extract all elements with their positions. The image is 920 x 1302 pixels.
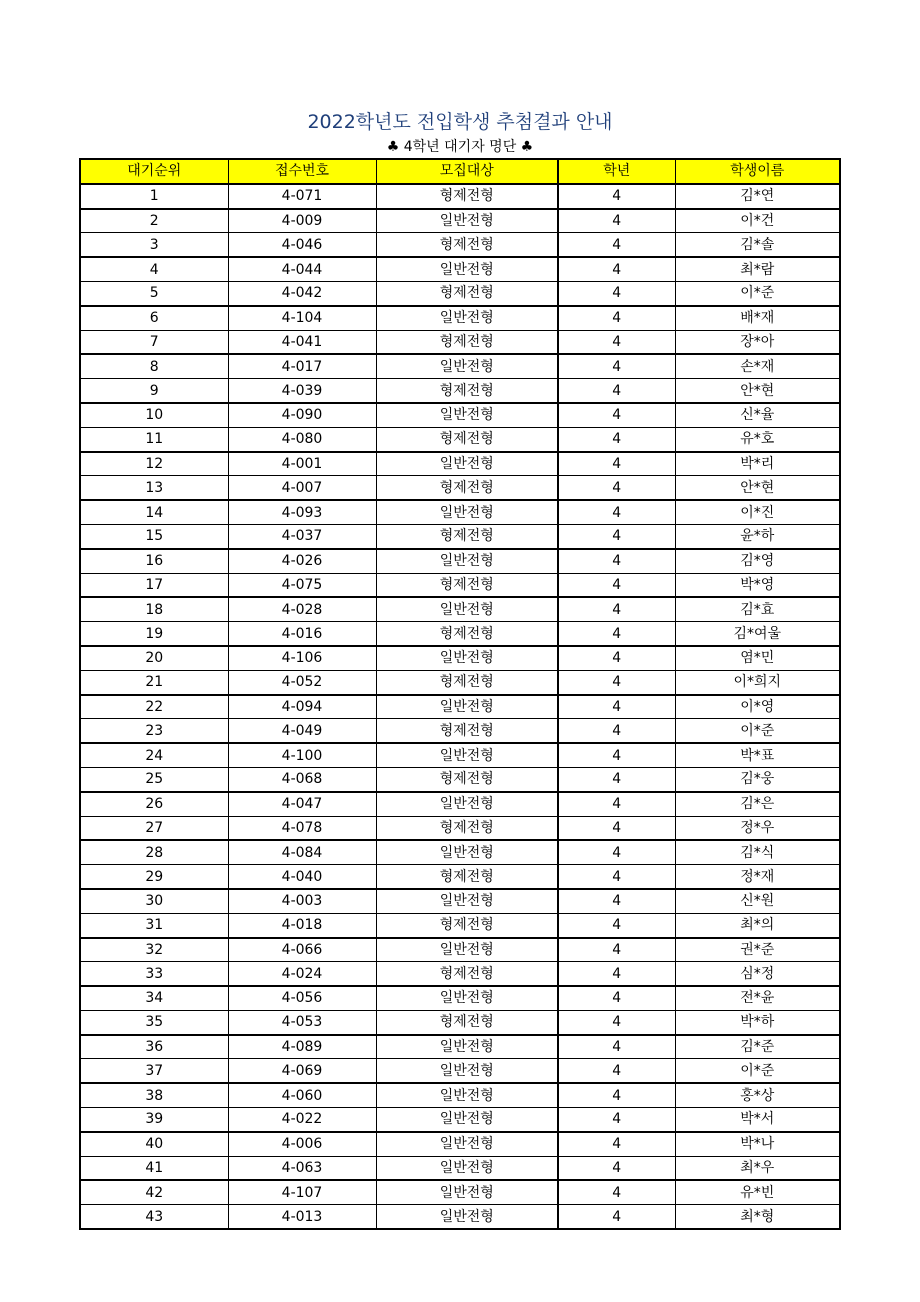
document-title: 2022학년도 전입학생 추첨결과 안내 [307, 111, 613, 133]
cell-grade: 4 [558, 1132, 675, 1156]
header-row [80, 159, 840, 184]
cell-receipt-number: 4-013 [228, 1205, 376, 1229]
cell-wait-rank: 19 [80, 622, 228, 646]
cell-grade: 4 [558, 1108, 675, 1132]
table-row [80, 597, 840, 621]
cell-recruit-type: 형제전형 [376, 622, 558, 646]
cell-wait-rank: 40 [80, 1132, 228, 1156]
cell-student-name: 박*표 [675, 743, 840, 767]
cell-wait-rank: 12 [80, 452, 228, 476]
cell-student-name: 최*의 [675, 913, 840, 937]
table-row [80, 354, 840, 378]
cell-wait-rank: 27 [80, 816, 228, 840]
cell-recruit-type: 형제전형 [376, 379, 558, 403]
table-row [80, 1132, 840, 1156]
cell-wait-rank: 15 [80, 524, 228, 548]
cell-student-name: 배*재 [675, 306, 840, 330]
cell-grade: 4 [558, 719, 675, 743]
table-row [80, 840, 840, 864]
table-row [80, 524, 840, 548]
cell-recruit-type: 일반전형 [376, 1156, 558, 1180]
cell-recruit-type: 일반전형 [376, 257, 558, 281]
cell-grade: 4 [558, 646, 675, 670]
cell-student-name: 정*재 [675, 865, 840, 889]
cell-grade: 4 [558, 306, 675, 330]
cell-recruit-type: 형제전형 [376, 962, 558, 986]
cell-wait-rank: 38 [80, 1083, 228, 1107]
table-row [80, 962, 840, 986]
column-header-grade: 학년 [558, 159, 675, 184]
table-header [80, 159, 840, 184]
table-row [80, 330, 840, 354]
cell-recruit-type: 형제전형 [376, 767, 558, 791]
cell-student-name: 최*우 [675, 1156, 840, 1180]
cell-recruit-type: 형제전형 [376, 233, 558, 257]
cell-student-name: 전*윤 [675, 986, 840, 1010]
table-row [80, 986, 840, 1010]
cell-student-name: 김*준 [675, 1035, 840, 1059]
cell-recruit-type: 형제전형 [376, 865, 558, 889]
cell-student-name: 장*아 [675, 330, 840, 354]
cell-receipt-number: 4-047 [228, 792, 376, 816]
cell-student-name: 안*현 [675, 379, 840, 403]
cell-grade: 4 [558, 184, 675, 209]
cell-student-name: 정*우 [675, 816, 840, 840]
cell-student-name: 김*효 [675, 597, 840, 621]
table-row [80, 1010, 840, 1034]
table-row [80, 476, 840, 500]
cell-wait-rank: 43 [80, 1205, 228, 1229]
cell-receipt-number: 4-106 [228, 646, 376, 670]
table-row [80, 938, 840, 962]
cell-receipt-number: 4-080 [228, 427, 376, 451]
cell-grade: 4 [558, 743, 675, 767]
cell-receipt-number: 4-049 [228, 719, 376, 743]
cell-student-name: 이*진 [675, 500, 840, 524]
cell-recruit-type: 일반전형 [376, 889, 558, 913]
table-body [80, 184, 840, 1229]
cell-student-name: 김*연 [675, 184, 840, 209]
cell-grade: 4 [558, 938, 675, 962]
cell-receipt-number: 4-009 [228, 209, 376, 233]
cell-student-name: 김*여울 [675, 622, 840, 646]
cell-student-name: 손*재 [675, 354, 840, 378]
table-row [80, 500, 840, 524]
cell-recruit-type: 일반전형 [376, 840, 558, 864]
cell-student-name: 김*은 [675, 792, 840, 816]
cell-grade: 4 [558, 257, 675, 281]
cell-grade: 4 [558, 330, 675, 354]
cell-receipt-number: 4-017 [228, 354, 376, 378]
cell-wait-rank: 26 [80, 792, 228, 816]
cell-wait-rank: 13 [80, 476, 228, 500]
cell-wait-rank: 1 [80, 184, 228, 209]
cell-grade: 4 [558, 403, 675, 427]
cell-wait-rank: 11 [80, 427, 228, 451]
cell-grade: 4 [558, 573, 675, 597]
cell-grade: 4 [558, 354, 675, 378]
cell-student-name: 심*정 [675, 962, 840, 986]
cell-student-name: 박*서 [675, 1108, 840, 1132]
table-row [80, 209, 840, 233]
cell-recruit-type: 형제전형 [376, 1010, 558, 1034]
cell-recruit-type: 형제전형 [376, 816, 558, 840]
cell-recruit-type: 일반전형 [376, 452, 558, 476]
cell-recruit-type: 일반전형 [376, 354, 558, 378]
cell-wait-rank: 24 [80, 743, 228, 767]
cell-student-name: 김*영 [675, 549, 840, 573]
cell-recruit-type: 일반전형 [376, 743, 558, 767]
cell-wait-rank: 33 [80, 962, 228, 986]
cell-student-name: 윤*하 [675, 524, 840, 548]
cell-grade: 4 [558, 1205, 675, 1229]
cell-student-name: 박*영 [675, 573, 840, 597]
cell-wait-rank: 31 [80, 913, 228, 937]
cell-wait-rank: 32 [80, 938, 228, 962]
cell-recruit-type: 일반전형 [376, 938, 558, 962]
cell-wait-rank: 2 [80, 209, 228, 233]
cell-grade: 4 [558, 524, 675, 548]
table-row [80, 1108, 840, 1132]
cell-grade: 4 [558, 1180, 675, 1204]
cell-wait-rank: 30 [80, 889, 228, 913]
column-header-receipt-number: 접수번호 [228, 159, 376, 184]
table-row [80, 549, 840, 573]
cell-grade: 4 [558, 695, 675, 719]
cell-receipt-number: 4-075 [228, 573, 376, 597]
table-row [80, 233, 840, 257]
cell-student-name: 이*준 [675, 1059, 840, 1083]
table-row [80, 403, 840, 427]
cell-grade: 4 [558, 792, 675, 816]
cell-student-name: 이*영 [675, 695, 840, 719]
cell-grade: 4 [558, 209, 675, 233]
cell-wait-rank: 4 [80, 257, 228, 281]
cell-receipt-number: 4-066 [228, 938, 376, 962]
table-row [80, 792, 840, 816]
table-row [80, 622, 840, 646]
cell-recruit-type: 형제전형 [376, 573, 558, 597]
cell-student-name: 권*준 [675, 938, 840, 962]
table-row [80, 1035, 840, 1059]
cell-wait-rank: 10 [80, 403, 228, 427]
cell-receipt-number: 4-104 [228, 306, 376, 330]
cell-recruit-type: 형제전형 [376, 184, 558, 209]
cell-grade: 4 [558, 622, 675, 646]
cell-grade: 4 [558, 427, 675, 451]
table-row [80, 1059, 840, 1083]
table-row [80, 719, 840, 743]
cell-receipt-number: 4-018 [228, 913, 376, 937]
cell-student-name: 최*형 [675, 1205, 840, 1229]
cell-recruit-type: 일반전형 [376, 1108, 558, 1132]
cell-receipt-number: 4-039 [228, 379, 376, 403]
cell-wait-rank: 8 [80, 354, 228, 378]
cell-grade: 4 [558, 452, 675, 476]
cell-recruit-type: 형제전형 [376, 281, 558, 305]
cell-grade: 4 [558, 962, 675, 986]
cell-receipt-number: 4-100 [228, 743, 376, 767]
cell-wait-rank: 28 [80, 840, 228, 864]
column-header-recruit-type: 모집대상 [376, 159, 558, 184]
cell-receipt-number: 4-041 [228, 330, 376, 354]
cell-recruit-type: 일반전형 [376, 1059, 558, 1083]
cell-receipt-number: 4-042 [228, 281, 376, 305]
cell-receipt-number: 4-063 [228, 1156, 376, 1180]
cell-grade: 4 [558, 840, 675, 864]
cell-wait-rank: 9 [80, 379, 228, 403]
table-row [80, 1083, 840, 1107]
cell-receipt-number: 4-037 [228, 524, 376, 548]
cell-wait-rank: 17 [80, 573, 228, 597]
table-row [80, 889, 840, 913]
table-row [80, 573, 840, 597]
cell-receipt-number: 4-060 [228, 1083, 376, 1107]
cell-recruit-type: 형제전형 [376, 670, 558, 694]
waitlist-table [79, 158, 841, 1230]
cell-student-name: 김*솔 [675, 233, 840, 257]
cell-wait-rank: 37 [80, 1059, 228, 1083]
table-row [80, 670, 840, 694]
table-row [80, 1180, 840, 1204]
cell-receipt-number: 4-090 [228, 403, 376, 427]
cell-recruit-type: 일반전형 [376, 1205, 558, 1229]
cell-recruit-type: 일반전형 [376, 695, 558, 719]
column-header-student-name: 학생이름 [675, 159, 840, 184]
cell-receipt-number: 4-007 [228, 476, 376, 500]
cell-student-name: 이*준 [675, 281, 840, 305]
cell-student-name: 최*람 [675, 257, 840, 281]
cell-receipt-number: 4-069 [228, 1059, 376, 1083]
cell-receipt-number: 4-003 [228, 889, 376, 913]
table-row [80, 767, 840, 791]
cell-student-name: 박*하 [675, 1010, 840, 1034]
cell-wait-rank: 29 [80, 865, 228, 889]
cell-receipt-number: 4-024 [228, 962, 376, 986]
cell-student-name: 신*원 [675, 889, 840, 913]
cell-receipt-number: 4-006 [228, 1132, 376, 1156]
cell-receipt-number: 4-053 [228, 1010, 376, 1034]
cell-wait-rank: 3 [80, 233, 228, 257]
cell-recruit-type: 일반전형 [376, 1083, 558, 1107]
table-row [80, 1205, 840, 1229]
cell-receipt-number: 4-071 [228, 184, 376, 209]
table-row [80, 452, 840, 476]
cell-receipt-number: 4-001 [228, 452, 376, 476]
cell-grade: 4 [558, 670, 675, 694]
cell-student-name: 유*빈 [675, 1180, 840, 1204]
cell-student-name: 김*웅 [675, 767, 840, 791]
cell-receipt-number: 4-028 [228, 597, 376, 621]
cell-receipt-number: 4-026 [228, 549, 376, 573]
cell-receipt-number: 4-093 [228, 500, 376, 524]
table-row [80, 281, 840, 305]
cell-wait-rank: 36 [80, 1035, 228, 1059]
cell-wait-rank: 6 [80, 306, 228, 330]
cell-wait-rank: 22 [80, 695, 228, 719]
cell-recruit-type: 일반전형 [376, 500, 558, 524]
cell-recruit-type: 형제전형 [376, 427, 558, 451]
cell-grade: 4 [558, 233, 675, 257]
table-row [80, 427, 840, 451]
cell-recruit-type: 일반전형 [376, 1132, 558, 1156]
cell-recruit-type: 일반전형 [376, 209, 558, 233]
cell-wait-rank: 5 [80, 281, 228, 305]
cell-grade: 4 [558, 549, 675, 573]
cell-recruit-type: 형제전형 [376, 476, 558, 500]
cell-receipt-number: 4-016 [228, 622, 376, 646]
cell-receipt-number: 4-056 [228, 986, 376, 1010]
cell-wait-rank: 23 [80, 719, 228, 743]
cell-grade: 4 [558, 913, 675, 937]
table-row [80, 1156, 840, 1180]
cell-grade: 4 [558, 889, 675, 913]
table-row [80, 257, 840, 281]
cell-receipt-number: 4-089 [228, 1035, 376, 1059]
cell-grade: 4 [558, 597, 675, 621]
cell-wait-rank: 42 [80, 1180, 228, 1204]
cell-receipt-number: 4-046 [228, 233, 376, 257]
cell-student-name: 박*나 [675, 1132, 840, 1156]
cell-student-name: 염*민 [675, 646, 840, 670]
cell-wait-rank: 34 [80, 986, 228, 1010]
cell-student-name: 신*율 [675, 403, 840, 427]
cell-student-name: 김*식 [675, 840, 840, 864]
cell-recruit-type: 일반전형 [376, 646, 558, 670]
cell-recruit-type: 일반전형 [376, 597, 558, 621]
cell-recruit-type: 형제전형 [376, 330, 558, 354]
cell-recruit-type: 일반전형 [376, 306, 558, 330]
cell-grade: 4 [558, 476, 675, 500]
cell-grade: 4 [558, 1010, 675, 1034]
cell-wait-rank: 39 [80, 1108, 228, 1132]
cell-receipt-number: 4-052 [228, 670, 376, 694]
cell-receipt-number: 4-078 [228, 816, 376, 840]
cell-wait-rank: 41 [80, 1156, 228, 1180]
cell-recruit-type: 일반전형 [376, 1035, 558, 1059]
table-row [80, 816, 840, 840]
cell-wait-rank: 20 [80, 646, 228, 670]
cell-grade: 4 [558, 1035, 675, 1059]
cell-wait-rank: 35 [80, 1010, 228, 1034]
table-row [80, 865, 840, 889]
cell-student-name: 박*리 [675, 452, 840, 476]
cell-receipt-number: 4-022 [228, 1108, 376, 1132]
cell-grade: 4 [558, 816, 675, 840]
cell-recruit-type: 일반전형 [376, 549, 558, 573]
cell-grade: 4 [558, 281, 675, 305]
cell-recruit-type: 일반전형 [376, 792, 558, 816]
cell-grade: 4 [558, 1083, 675, 1107]
cell-wait-rank: 16 [80, 549, 228, 573]
cell-grade: 4 [558, 1156, 675, 1180]
cell-recruit-type: 형제전형 [376, 913, 558, 937]
cell-wait-rank: 14 [80, 500, 228, 524]
table-row [80, 379, 840, 403]
cell-wait-rank: 18 [80, 597, 228, 621]
table-row [80, 306, 840, 330]
cell-student-name: 안*현 [675, 476, 840, 500]
table-row [80, 695, 840, 719]
cell-wait-rank: 7 [80, 330, 228, 354]
cell-recruit-type: 일반전형 [376, 403, 558, 427]
cell-grade: 4 [558, 500, 675, 524]
cell-grade: 4 [558, 865, 675, 889]
cell-wait-rank: 25 [80, 767, 228, 791]
column-header-wait-rank: 대기순위 [80, 159, 228, 184]
cell-student-name: 이*건 [675, 209, 840, 233]
cell-receipt-number: 4-068 [228, 767, 376, 791]
cell-student-name: 이*희지 [675, 670, 840, 694]
cell-grade: 4 [558, 767, 675, 791]
cell-student-name: 홍*상 [675, 1083, 840, 1107]
cell-grade: 4 [558, 379, 675, 403]
cell-grade: 4 [558, 1059, 675, 1083]
cell-receipt-number: 4-107 [228, 1180, 376, 1204]
cell-receipt-number: 4-084 [228, 840, 376, 864]
cell-receipt-number: 4-040 [228, 865, 376, 889]
table-row [80, 743, 840, 767]
table-row [80, 913, 840, 937]
cell-recruit-type: 일반전형 [376, 1180, 558, 1204]
cell-receipt-number: 4-094 [228, 695, 376, 719]
cell-recruit-type: 형제전형 [376, 719, 558, 743]
table-row [80, 184, 840, 209]
cell-student-name: 이*준 [675, 719, 840, 743]
cell-recruit-type: 일반전형 [376, 986, 558, 1010]
cell-grade: 4 [558, 986, 675, 1010]
document-subtitle: ♣ 4학년 대기자 명단 ♣ [386, 139, 534, 155]
table-row [80, 646, 840, 670]
cell-wait-rank: 21 [80, 670, 228, 694]
cell-student-name: 유*호 [675, 427, 840, 451]
cell-recruit-type: 형제전형 [376, 524, 558, 548]
cell-receipt-number: 4-044 [228, 257, 376, 281]
